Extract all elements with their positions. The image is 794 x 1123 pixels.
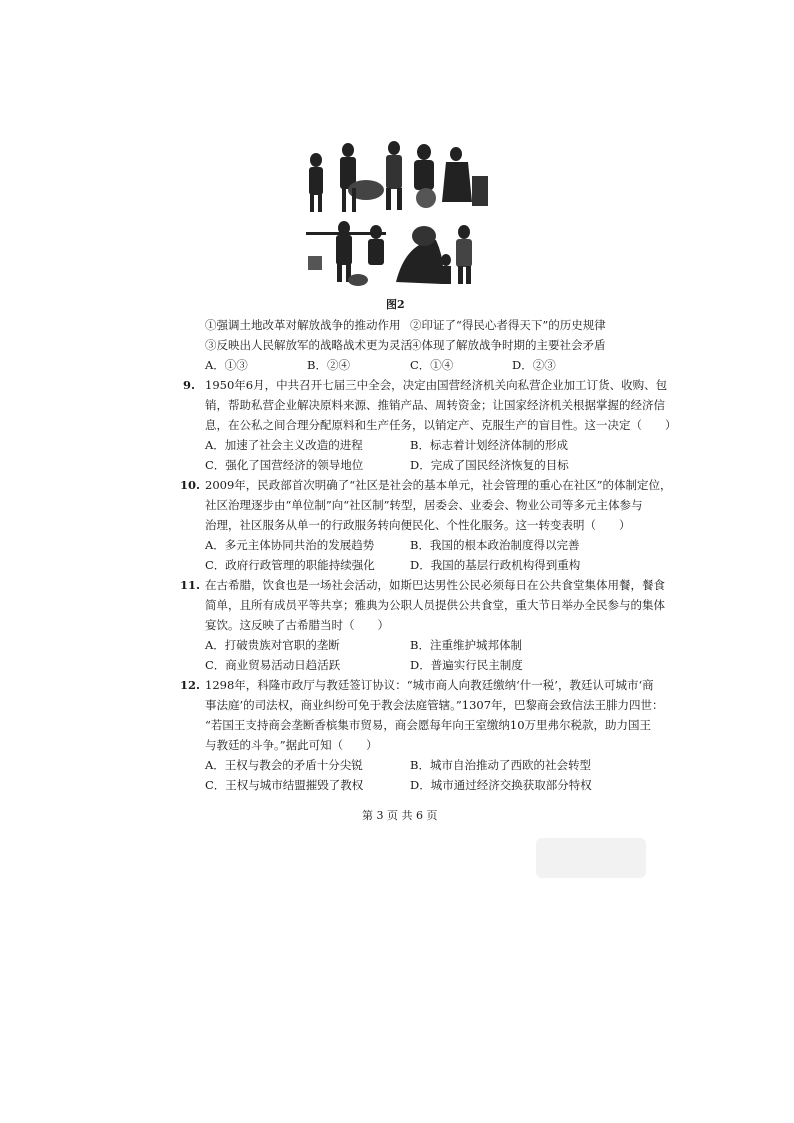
q9-line-1: 1950年6月，中共召开七届三中全会，决定由国营经济机关向私营企业加工订货、收购、包 <box>205 378 668 392</box>
q11-line-1: 在古希腊，饮食也是一场社会活动，如斯巴达男性公民必须每日在公共食堂集体用餐，餐食 <box>205 578 665 592</box>
bottom-row-figures <box>306 221 472 286</box>
q10-option-c[interactable]: C．政府行政管理的职能持续强化 <box>205 558 375 572</box>
q12-line-2: 事法庭’的司法权，商业纠纷可免于教会法庭管辖。”1307年，巴黎商会致信法王腓力四世： <box>205 698 664 712</box>
q10-line-1: 2009年，民政部首次明确了“社区是社会的基本单元，社会管理的重心在社区”的体制定位， <box>205 478 672 492</box>
q12-line-4: 与教廷的斗争。”据此可知（ ） <box>205 738 378 752</box>
q8-statement-1: ①强调土地改革对解放战争的推动作用 <box>205 318 401 332</box>
q12-line-1: 1298年，科隆市政厅与教廷签订协议：“城市商人向教廷缴纳‘什一税’，教廷认可城市‘商 <box>205 678 654 692</box>
q11-line-2: 简单，且所有成员平等共享；雅典为公职人员提供公共食堂，重大节日举办全民参与的集体 <box>205 598 665 612</box>
q10-option-a[interactable]: A．多元主体协同共治的发展趋势 <box>205 538 375 552</box>
q8-option-d[interactable]: D．②③ <box>512 358 556 372</box>
q11-option-a[interactable]: A．打破贵族对官职的垄断 <box>205 638 340 652</box>
q8-option-b[interactable]: B．②④ <box>307 358 350 372</box>
woodcut-illustration <box>296 132 496 304</box>
q11-number: 11. <box>180 578 201 592</box>
q9-option-c[interactable]: C．强化了国营经济的领导地位 <box>205 458 364 472</box>
q9-option-a[interactable]: A．加速了社会主义改造的进程 <box>205 438 363 452</box>
q10-option-b[interactable]: B．我国的根本政治制度得以完善 <box>410 538 580 552</box>
q8-statement-2: ②印证了“得民心者得天下”的历史规律 <box>410 318 606 332</box>
q12-option-b[interactable]: B．城市自治推动了西欧的社会转型 <box>410 758 591 772</box>
scan-smudge <box>536 838 646 878</box>
top-row-figures <box>309 141 488 212</box>
q12-option-a[interactable]: A．王权与教会的矛盾十分尖锐 <box>205 758 363 772</box>
q11-option-b[interactable]: B．注重维护城邦体制 <box>410 638 522 652</box>
page-number: 第 3 页 共 6 页 <box>362 809 438 822</box>
q10-line-2: 社区治理逐步由“单位制”向“社区制”转型，居委会、业委会、物业公司等多元主体参与 <box>205 498 643 512</box>
q12-option-c[interactable]: C．王权与城市结盟摧毁了教权 <box>205 778 364 792</box>
q10-option-d[interactable]: D．我国的基层行政机构得到重构 <box>410 558 581 572</box>
q8-statement-3: ③反映出人民解放军的战略战术更为灵活 <box>205 338 412 352</box>
q8-option-a[interactable]: A．①③ <box>205 358 248 372</box>
q9-option-b[interactable]: B．标志着计划经济体制的形成 <box>410 438 568 452</box>
q12-line-3: “若国王支持商会垄断香槟集市贸易，商会愿每年向王室缴纳10万里弗尔税款，助力国王 <box>205 718 652 732</box>
q10-line-3: 治理，社区服务从单一的行政服务转向便民化、个性化服务。这一转变表明（ ） <box>205 518 631 532</box>
figure-caption: 图2 <box>386 298 405 311</box>
q8-option-c[interactable]: C．①④ <box>410 358 454 372</box>
q12-number: 12. <box>180 678 201 692</box>
q11-option-d[interactable]: D．普遍实行民主制度 <box>410 658 523 672</box>
q9-line-3: 息，在公私之间合理分配原料和生产任务，以销定产、克服生产的盲目性。这一决定（ ） <box>205 418 677 432</box>
q9-option-d[interactable]: D．完成了国民经济恢复的目标 <box>410 458 569 472</box>
q9-line-2: 销，帮助私营企业解决原料来源、推销产品、周转资金；让国家经济机关根据掌握的经济信 <box>205 398 665 412</box>
q10-number: 10. <box>180 478 201 492</box>
q11-option-c[interactable]: C．商业贸易活动日趋活跃 <box>205 658 341 672</box>
q12-option-d[interactable]: D．城市通过经济交换获取部分特权 <box>410 778 592 792</box>
q9-number: 9. <box>183 378 196 392</box>
q11-line-3: 宴饮。这反映了古希腊当时（ ） <box>205 618 389 632</box>
q8-statement-4: ④体现了解放战争时期的主要社会矛盾 <box>410 338 606 352</box>
